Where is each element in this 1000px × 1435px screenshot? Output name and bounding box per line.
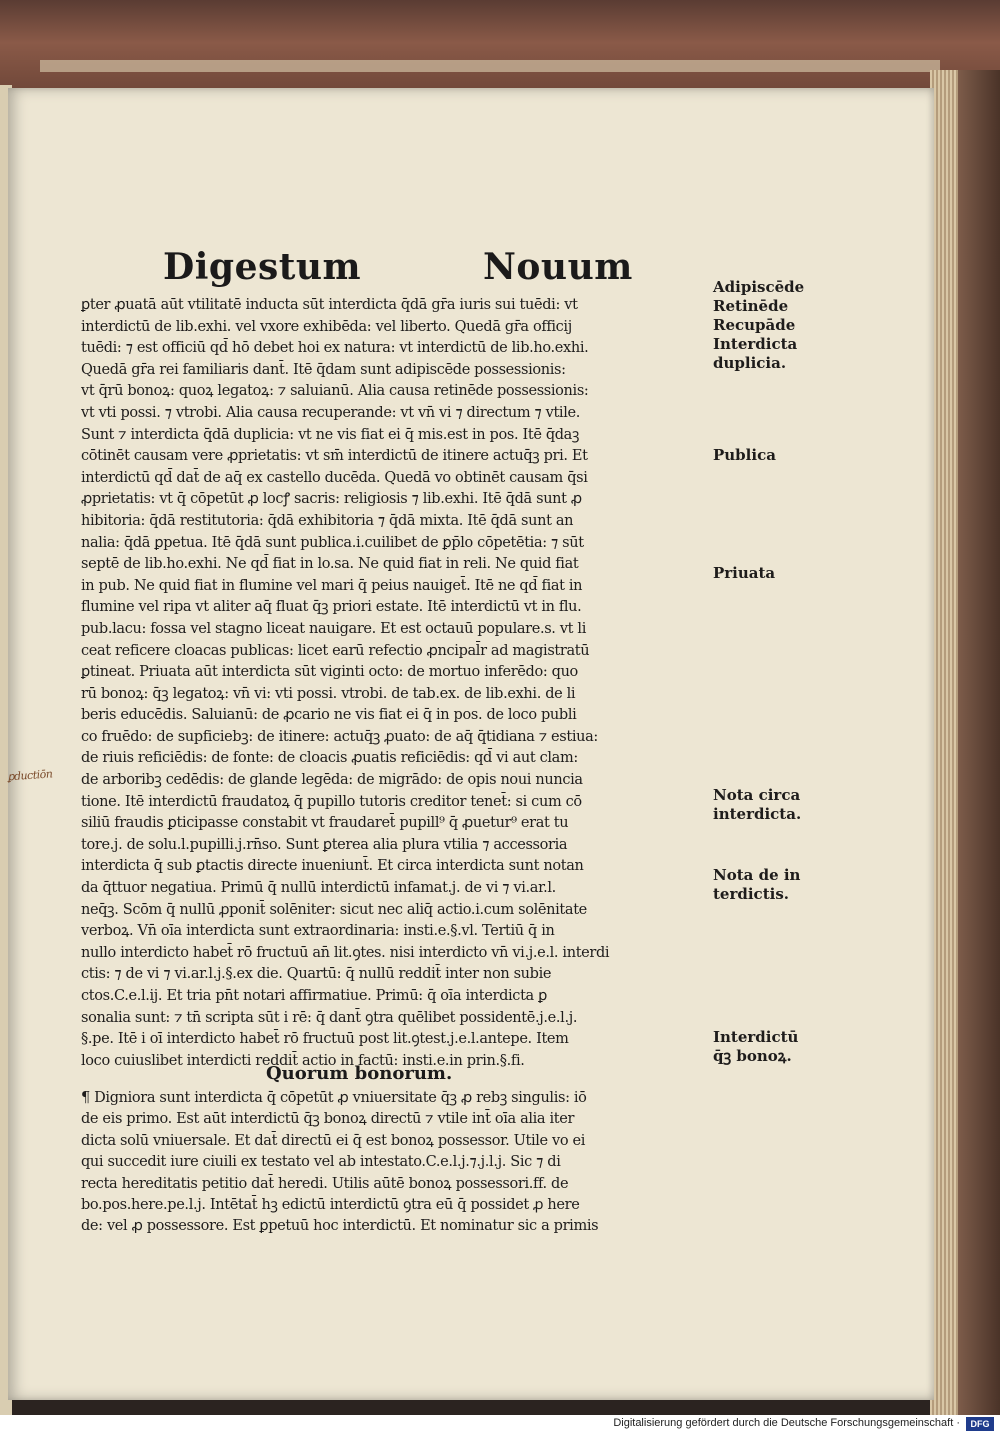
section-heading: Quorum bonorum. (266, 1063, 453, 1084)
text-line: flumine vel ripa vt aliter aq̄ fluat q̄ꝫ priori estate. Itē interdictū vt in flu. (81, 599, 582, 616)
text-line: Quedā gr̄a rei familiaris dant̄. Itē q̄dam sunt adipiscēde possessionis: (81, 361, 566, 378)
text-line: hibitoria: q̄dā restitutoria: q̄dā exhibitoria ⁊ q̄dā mixta. Itē q̄dā sunt an (81, 512, 574, 529)
text-line: de eis primo. Est aūt interdictū q̄ꝫ bonoꝝ directū ⁊ vtile int̄ oīa alia iter (81, 1111, 575, 1128)
text-line: siliū fraudis ꝑticipasse constabit vt fraudaret̄ pupill⁹ q̄ ꝓuetur⁹ erat tu (81, 815, 569, 832)
book-page (8, 88, 934, 1400)
running-head-left: Digestum (163, 246, 362, 288)
text-line: tore.j. de solu.l.pupilli.j.rn̄so. Sunt ꝑterea alia plura vtilia ⁊ accessoria (81, 836, 568, 853)
marginal-note-line: Publica (713, 446, 776, 464)
marginal-note-publica (713, 446, 833, 465)
text-line: pub.lacu: fossa vel stagno liceat nauigare. Et est octauū populare.s. vt li (81, 620, 586, 637)
text-line: sonalia sunt: ⁊ tn̄ scripta sūt i rē: q̄ dant̄ ꝯtra quēlibet possidentē.j.e.l.j. (81, 1009, 578, 1026)
marginal-note-line: Retinēde (713, 297, 789, 315)
text-line: tione. Itē interdictū fraudatoꝝ q̄ pupillo tutoris creditor tenet̄: si cum cō (81, 793, 582, 810)
text-line: de arboribꝫ cedēdis: de glande legēda: de migrādo: de opis noui nuncia (81, 772, 583, 789)
marginal-note-quorum-bonorum (713, 1028, 833, 1066)
text-line: ¶ Digniora sunt interdicta q̄ cōpetūt ꝓ vniuersitate q̄ꝫ ꝓ rebꝫ singulis: iō (81, 1090, 587, 1106)
text-line: verboꝝ. Vn̄ oīa interdicta sunt extraordinaria: insti.e.§.vl. Tertiū q̄ in (81, 923, 555, 940)
marginal-note-circa-interdicta (713, 786, 833, 824)
marginal-note-possession (713, 278, 833, 373)
text-line: dicta solū vniuersale. Et dat̄ directū ei q̄ est bonoꝝ possessor. Utile vo ei (81, 1132, 586, 1149)
text-line: ꝑter ꝓuatā aūt vtilitatē inducta sūt interdicta q̄dā gr̄a iuris sui tuēdi: vt (81, 297, 578, 313)
running-head-right: Nouum (483, 246, 633, 288)
marginal-note-line: Nota de in (713, 866, 801, 884)
marginal-note-line: terdictis. (713, 885, 789, 903)
text-line: rū bonoꝝ: q̄ꝫ legatoꝝ: vn̄ vi: vti possi. vtrobi. de tab.ex. de lib.exhi. de li (81, 685, 576, 702)
text-line: de: vel ꝓ possessore. Est ꝑpetuū hoc interdictū. Et nominatur sic a primis (81, 1218, 599, 1235)
marginal-note-priuata (713, 564, 833, 583)
marginal-note-line: Priuata (713, 564, 776, 582)
book-right-edge (930, 70, 1000, 1415)
marginal-note-de-interdictis (713, 866, 833, 904)
body-text (81, 295, 711, 1072)
text-line: interdictū qd̄ dat̄ de aq̄ ex castello ducēda. Quedā vo obtinēt causam q̄si (81, 469, 588, 486)
text-line: cōtinēt causam vere ꝓprietatis: vt sm̄ interdictū de itinere actuq̄ꝫ pri. Et (81, 448, 588, 465)
text-line: vt vti possi. ⁊ vtrobi. Alia causa recuperande: vt vn̄ vi ⁊ directum ⁊ vtile. (81, 404, 580, 421)
marginal-note-line: Nota circa (713, 786, 801, 804)
text-line: loco cuiuslibet interdicti reddit̄ actio in factū: insti.e.in prin.§.fi. (81, 1052, 525, 1069)
digitization-credit: Digitalisierung gefördert durch die Deutsche Forschungsgemeinschaft · (613, 1417, 960, 1429)
text-line: septē de lib.ho.exhi. Ne qd̄ fiat in lo.sa. Ne quid fiat in reli. Ne quid fiat (81, 556, 579, 573)
text-line: in pub. Ne quid fiat in flumine vel mari q̄ peius nauiget̄. Itē ne qd̄ fiat in (81, 577, 583, 594)
text-line: §.pe. Itē i oī interdicto habet̄ rō fructuū post lit.ꝯtest.j.e.l.antepe. Item (81, 1031, 569, 1048)
page-edges-right (930, 70, 958, 1415)
marginal-note-line: Interdictū (713, 1028, 799, 1046)
text-line: nalia: q̄dā ꝑpetua. Itē q̄dā sunt publica.i.cuilibet de ꝑp̄lo cōpetētia: ⁊ sūt (81, 534, 584, 551)
text-line: ꝓprietatis: vt q̄ cōpetūt ꝓ locꝭ sacris: religiosis ⁊ lib.exhi. Itē q̄dā sunt ꝓ (81, 491, 582, 508)
text-line: qui succedit iure ciuili ex testato vel ab intestato.C.e.l.j.⁊.j.l.j. Sic ⁊ di (81, 1154, 561, 1171)
text-line: ceat reficere cloacas publicas: licet earū refectio ꝓncipal̄r ad magistratū (81, 642, 590, 659)
text-line: nullo interdicto habet̄ rō fructuū an̄ lit.ꝯtes. nisi interdicto vn̄ vi.j.e.l. interdi (81, 944, 610, 961)
text-line: bo.pos.here.pe.l.j. Intētat̄ hꝫ edictū interdictū ꝯtra eū q̄ possidet ꝓ here (81, 1196, 580, 1213)
text-line: co fruēdo: de supficiebꝫ: de itinere: actuq̄ꝫ ꝓuato: de aq̄ q̄tidiana ⁊ estiua: (81, 728, 598, 745)
text-line: vt q̄rū bonoꝝ: quoꝝ legatoꝝ: ⁊ saluianū. Alia causa retinēde possessionis: (81, 383, 589, 400)
text-line: beris educēdis. Saluianū: de ꝓcario ne vis fiat ei q̄ in pos. de loco publi (81, 707, 577, 724)
text-line: ctos.C.e.l.ij. Et tria pn̄t notari affirmatiue. Primū: q̄ oīa interdicta ꝑ (81, 988, 547, 1004)
marginal-note-line: Interdicta (713, 335, 798, 353)
text-line: neq̄ꝫ. Scōm q̄ nullū ꝓponit̄ solēniter: sicut nec aliq̄ actio.i.cum solēnitate (81, 901, 587, 918)
dfg-logo: DFG (966, 1417, 994, 1431)
footer-bar (0, 1415, 1000, 1435)
marginal-note-line: q̄ꝫ bonoꝝ. (713, 1047, 792, 1065)
text-line: tuēdi: ⁊ est officiū qd̄ hō debet hoi ex natura: vt interdictū de lib.ho.exhi. (81, 340, 589, 357)
text-line: de riuis reficiēdis: de fonte: de cloacis ꝓuatis reficiēdis: qd̄ vi aut clam: (81, 750, 578, 767)
text-line: ꝑtineat. Priuata aūt interdicta sūt viginti octo: de mortuo inferēdo: quo (81, 664, 578, 681)
text-line: da q̄ttuor negatiua. Primū q̄ nullū interdictū infamat.j. de vi ⁊ vi.ar.l. (81, 880, 556, 897)
text-line: ctis: ⁊ de vi ⁊ vi.ar.l.j.§.ex die. Quartū: q̄ nullū reddit̄ inter non subie (81, 966, 552, 983)
text-line: interdicta q̄ sub ꝑtactis directe inueniunt̄. Et circa interdicta sunt notan (81, 858, 584, 875)
marginal-note-line: Adipiscēde (713, 278, 805, 296)
left-margin-note: ꝑductiōn (7, 767, 53, 784)
text-line: Sunt ⁊ interdicta q̄dā duplicia: vt ne vis fiat ei q̄ mis.est in pos. Itē q̄daꝫ (81, 426, 580, 443)
text-line: recta hereditatis petitio dat̄ heredi. Utilis aūtē bonoꝝ possessori.ff. de (81, 1175, 569, 1192)
body-text-2 (81, 1088, 711, 1238)
marginal-note-line: interdicta. (713, 805, 802, 823)
book-top-edge (0, 0, 1000, 95)
page-edges-top (40, 60, 940, 72)
text-line: interdictū de lib.exhi. vel vxore exhibēda: vel liberto. Quedā gr̄a officij (81, 318, 572, 335)
marginal-note-line: duplicia. (713, 354, 787, 372)
marginal-note-line: Recupāde (713, 316, 796, 334)
